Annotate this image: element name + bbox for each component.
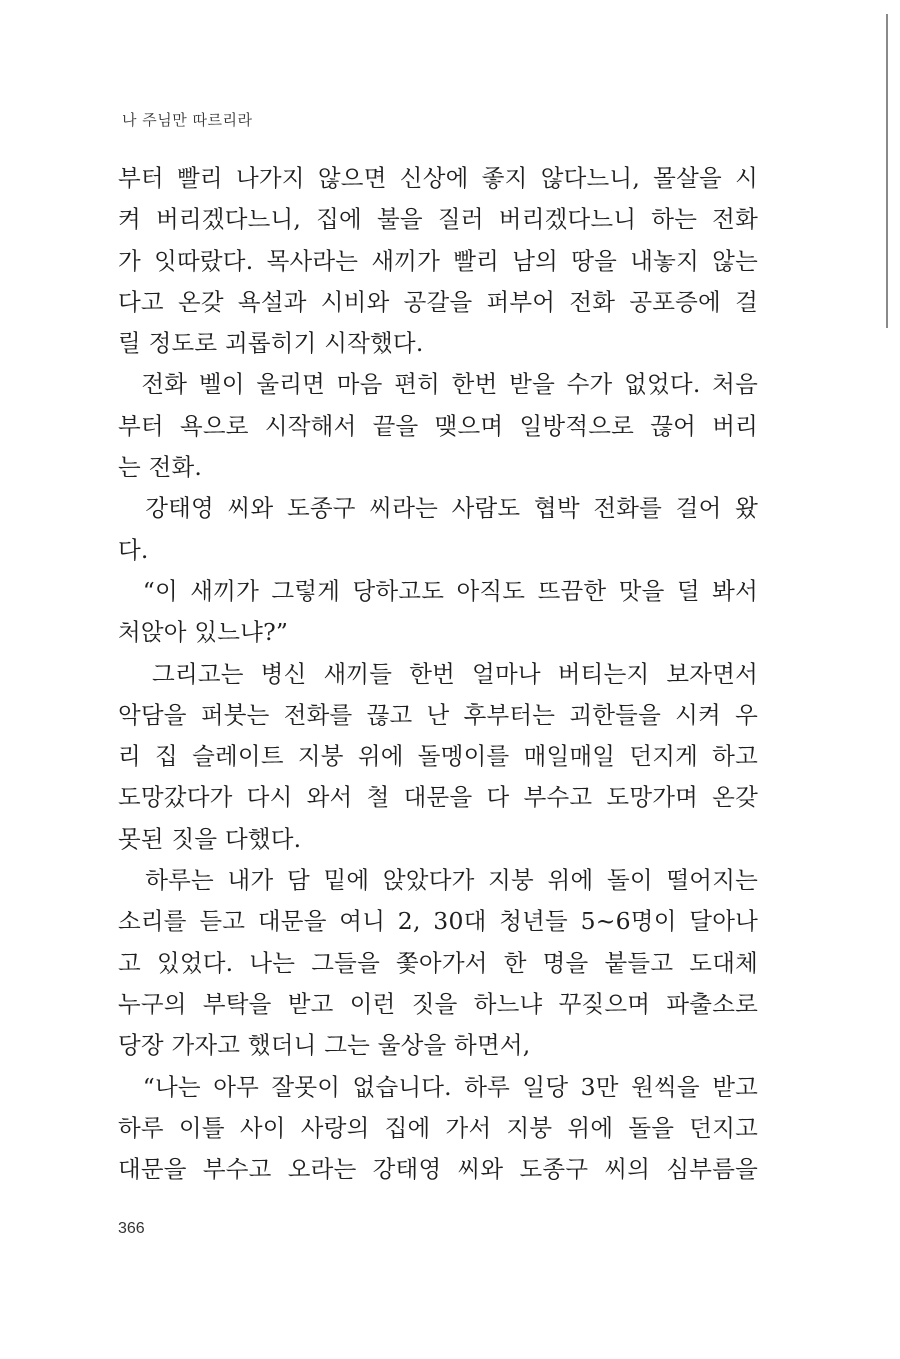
text-line: 도망갔다가 다시 와서 철 대문을 다 부수고 도망가며 온갖 [118, 783, 758, 812]
text-line: 처앉아 있느냐?” [118, 618, 289, 647]
text-line: 누구의 부탁을 받고 이런 짓을 하느냐 꾸짖으며 파출소로 [118, 989, 758, 1018]
text-line: “나는 아무 잘못이 없습니다. 하루 일당 3만 원씩을 받고 [118, 1072, 758, 1101]
text-line: 켜 버리겠다느니, 집에 불을 질러 버리겠다느니 하는 전화 [118, 205, 758, 234]
text-line: 리 집 슬레이트 지붕 위에 돌멩이를 매일매일 던지게 하고 [118, 742, 758, 771]
text-line: 그리고는 병신 새끼들 한번 얼마나 버티는지 보자면서 [118, 659, 758, 688]
text-line: 다고 온갖 욕설과 시비와 공갈을 퍼부어 전화 공포증에 걸 [118, 287, 758, 316]
text-line: 가 잇따랐다. 목사라는 새끼가 빨리 남의 땅을 내놓지 않는 [118, 246, 758, 275]
text-line: 는 전화. [118, 453, 203, 482]
page-edge-line [886, 14, 888, 328]
text-line: 전화 벨이 울리면 마음 편히 한번 받을 수가 없었다. 처음 [118, 370, 758, 399]
text-line: 소리를 듣고 대문을 여니 2, 30대 청년들 5~6명이 달아나 [118, 907, 758, 936]
text-line: 부터 빨리 나가지 않으면 신상에 좋지 않다느니, 몰살을 시 [118, 164, 758, 192]
page-number: 366 [118, 1220, 145, 1237]
text-line: 악담을 퍼붓는 전화를 끊고 난 후부터는 괴한들을 시켜 우 [118, 700, 758, 729]
text-line: 못된 짓을 다했다. [118, 824, 302, 853]
text-line: 하루는 내가 담 밑에 앉았다가 지붕 위에 돌이 떨어지는 [118, 866, 758, 895]
text-line: 당장 가자고 했더니 그는 울상을 하면서, [118, 1031, 531, 1060]
text-line: 고 있었다. 나는 그들을 쫓아가서 한 명을 붙들고 도대체 [118, 948, 758, 977]
running-head: 나 주님만 따르리라 [122, 111, 253, 129]
text-line: 강태영 씨와 도종구 씨라는 사람도 협박 전화를 걸어 왔 [118, 494, 758, 523]
text-line: 릴 정도로 괴롭히기 시작했다. [118, 329, 424, 358]
text-line: 하루 이틀 사이 사랑의 집에 가서 지붕 위에 돌을 던지고 [118, 1113, 758, 1142]
text-line: “이 새끼가 그렇게 당하고도 아직도 뜨끔한 맛을 덜 봐서 [118, 576, 758, 605]
text-line: 대문을 부수고 오라는 강태영 씨와 도종구 씨의 심부름을 [118, 1155, 758, 1184]
body-text [118, 158, 758, 1190]
text-line: 다. [118, 535, 149, 564]
text-line: 부터 욕으로 시작해서 끝을 맺으며 일방적으로 끊어 버리 [118, 411, 758, 440]
